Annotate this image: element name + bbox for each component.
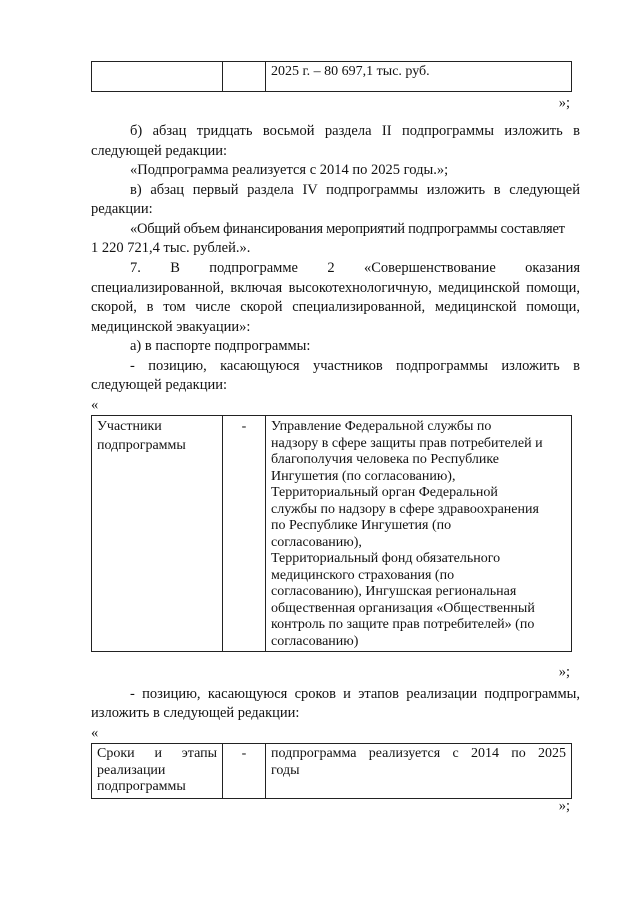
item7-line4: медицинской эвакуации»: xyxy=(91,319,251,335)
close-quote-2: »; xyxy=(558,664,570,680)
terms-intro-line1: - позицию, касающуюся сроков и этапов реализации подпрограммы, xyxy=(130,686,580,702)
participants-label-cell xyxy=(92,416,223,652)
close-quote-1: »; xyxy=(558,95,570,111)
participants-value-cell xyxy=(266,416,572,652)
passport-heading: а) в паспорте подпрограммы: xyxy=(130,338,311,354)
paragraph-b-line1: б) абзац тридцать восьмой раздела II подпрограммы изложить в xyxy=(130,123,580,139)
participants-line: согласованию), xyxy=(271,534,362,550)
close-quote-3: »; xyxy=(558,798,570,814)
participants-line: по Республике Ингушетия (по xyxy=(271,518,452,533)
participants-line: контроль по защите прав потребителей» (по xyxy=(271,617,535,632)
terms-label-cell xyxy=(92,744,223,799)
open-quote-2: « xyxy=(91,725,99,741)
participants-line: Территориальный орган Федеральной xyxy=(271,485,498,500)
item7-line3: скорой, в том числе скорой специализированной, медицинской помощи, xyxy=(91,299,580,315)
participants-label-line2: подпрограммы xyxy=(97,437,186,453)
participants-line: общественная организация «Общественный xyxy=(271,600,535,616)
paragraph-financing-line1: «Общий объем финансирования мероприятий подпрограммы составляет xyxy=(130,221,565,237)
terms-label-line3: подпрограммы xyxy=(97,779,186,794)
participants-line: Ингушетия (по согласованию), xyxy=(271,468,456,484)
participants-intro-line1: - позицию, касающуюся участников подпрограммы изложить в xyxy=(130,358,580,374)
item7-line2: специализированной, включая высокотехнологичную, медицинской помощи, xyxy=(91,280,580,296)
paragraph-quote-years: «Подпрограмма реализуется с 2014 по 2025 годы.»; xyxy=(130,162,449,178)
top-table-cell-1 xyxy=(92,62,223,92)
participants-intro-line2: следующей редакции: xyxy=(91,377,228,393)
open-quote-1: « xyxy=(91,397,99,413)
participants-line: Управление Федеральной службы по xyxy=(271,419,492,434)
item7-line1: 7. В подпрограмме 2 «Совершенствование оказания xyxy=(130,260,580,276)
paragraph-financing-line2: 1 220 721,4 тыс. рублей.». xyxy=(91,240,251,256)
terms-value-line2: годы xyxy=(271,762,300,778)
participants-dash-cell xyxy=(223,416,266,652)
top-table-cell-3 xyxy=(266,62,572,92)
terms-label-line1: Сроки и этапы xyxy=(97,746,217,761)
paragraph-b-line2: следующей редакции: xyxy=(91,143,228,159)
participants-line: Территориальный фонд обязательного xyxy=(271,551,501,566)
terms-value-cell xyxy=(266,744,572,799)
participants-dash: - xyxy=(241,419,247,434)
participants-line: медицинского страхования (по xyxy=(271,567,455,583)
participants-line: службы по надзору в сфере здравоохранения xyxy=(271,501,539,517)
top-table-cell-2 xyxy=(223,62,266,92)
participants-label-line1: Участники xyxy=(97,419,162,434)
terms-dash-cell xyxy=(223,744,266,799)
paragraph-v-line2: редакции: xyxy=(91,201,153,217)
participants-line: надзору в сфере защиты прав потребителей и xyxy=(271,435,543,451)
participants-line: согласованию), Ингушская региональная xyxy=(271,584,517,599)
participants-line: согласованию) xyxy=(271,633,359,649)
terms-label-line2: реализации xyxy=(97,762,166,778)
terms-table xyxy=(91,743,572,799)
participants-line: благополучия человека по Республике xyxy=(271,452,500,467)
terms-intro-line2: изложить в следующей редакции: xyxy=(91,705,300,721)
paragraph-v-line1: в) абзац первый раздела IV подпрограммы изложить в следующей xyxy=(130,182,580,198)
top-table-text: 2025 г. – 80 697,1 тыс. руб. xyxy=(271,64,430,79)
top-table xyxy=(91,61,572,92)
terms-value-line1: подпрограмма реализуется с 2014 по 2025 xyxy=(271,746,566,761)
participants-table xyxy=(91,415,572,652)
terms-dash: - xyxy=(241,746,247,761)
